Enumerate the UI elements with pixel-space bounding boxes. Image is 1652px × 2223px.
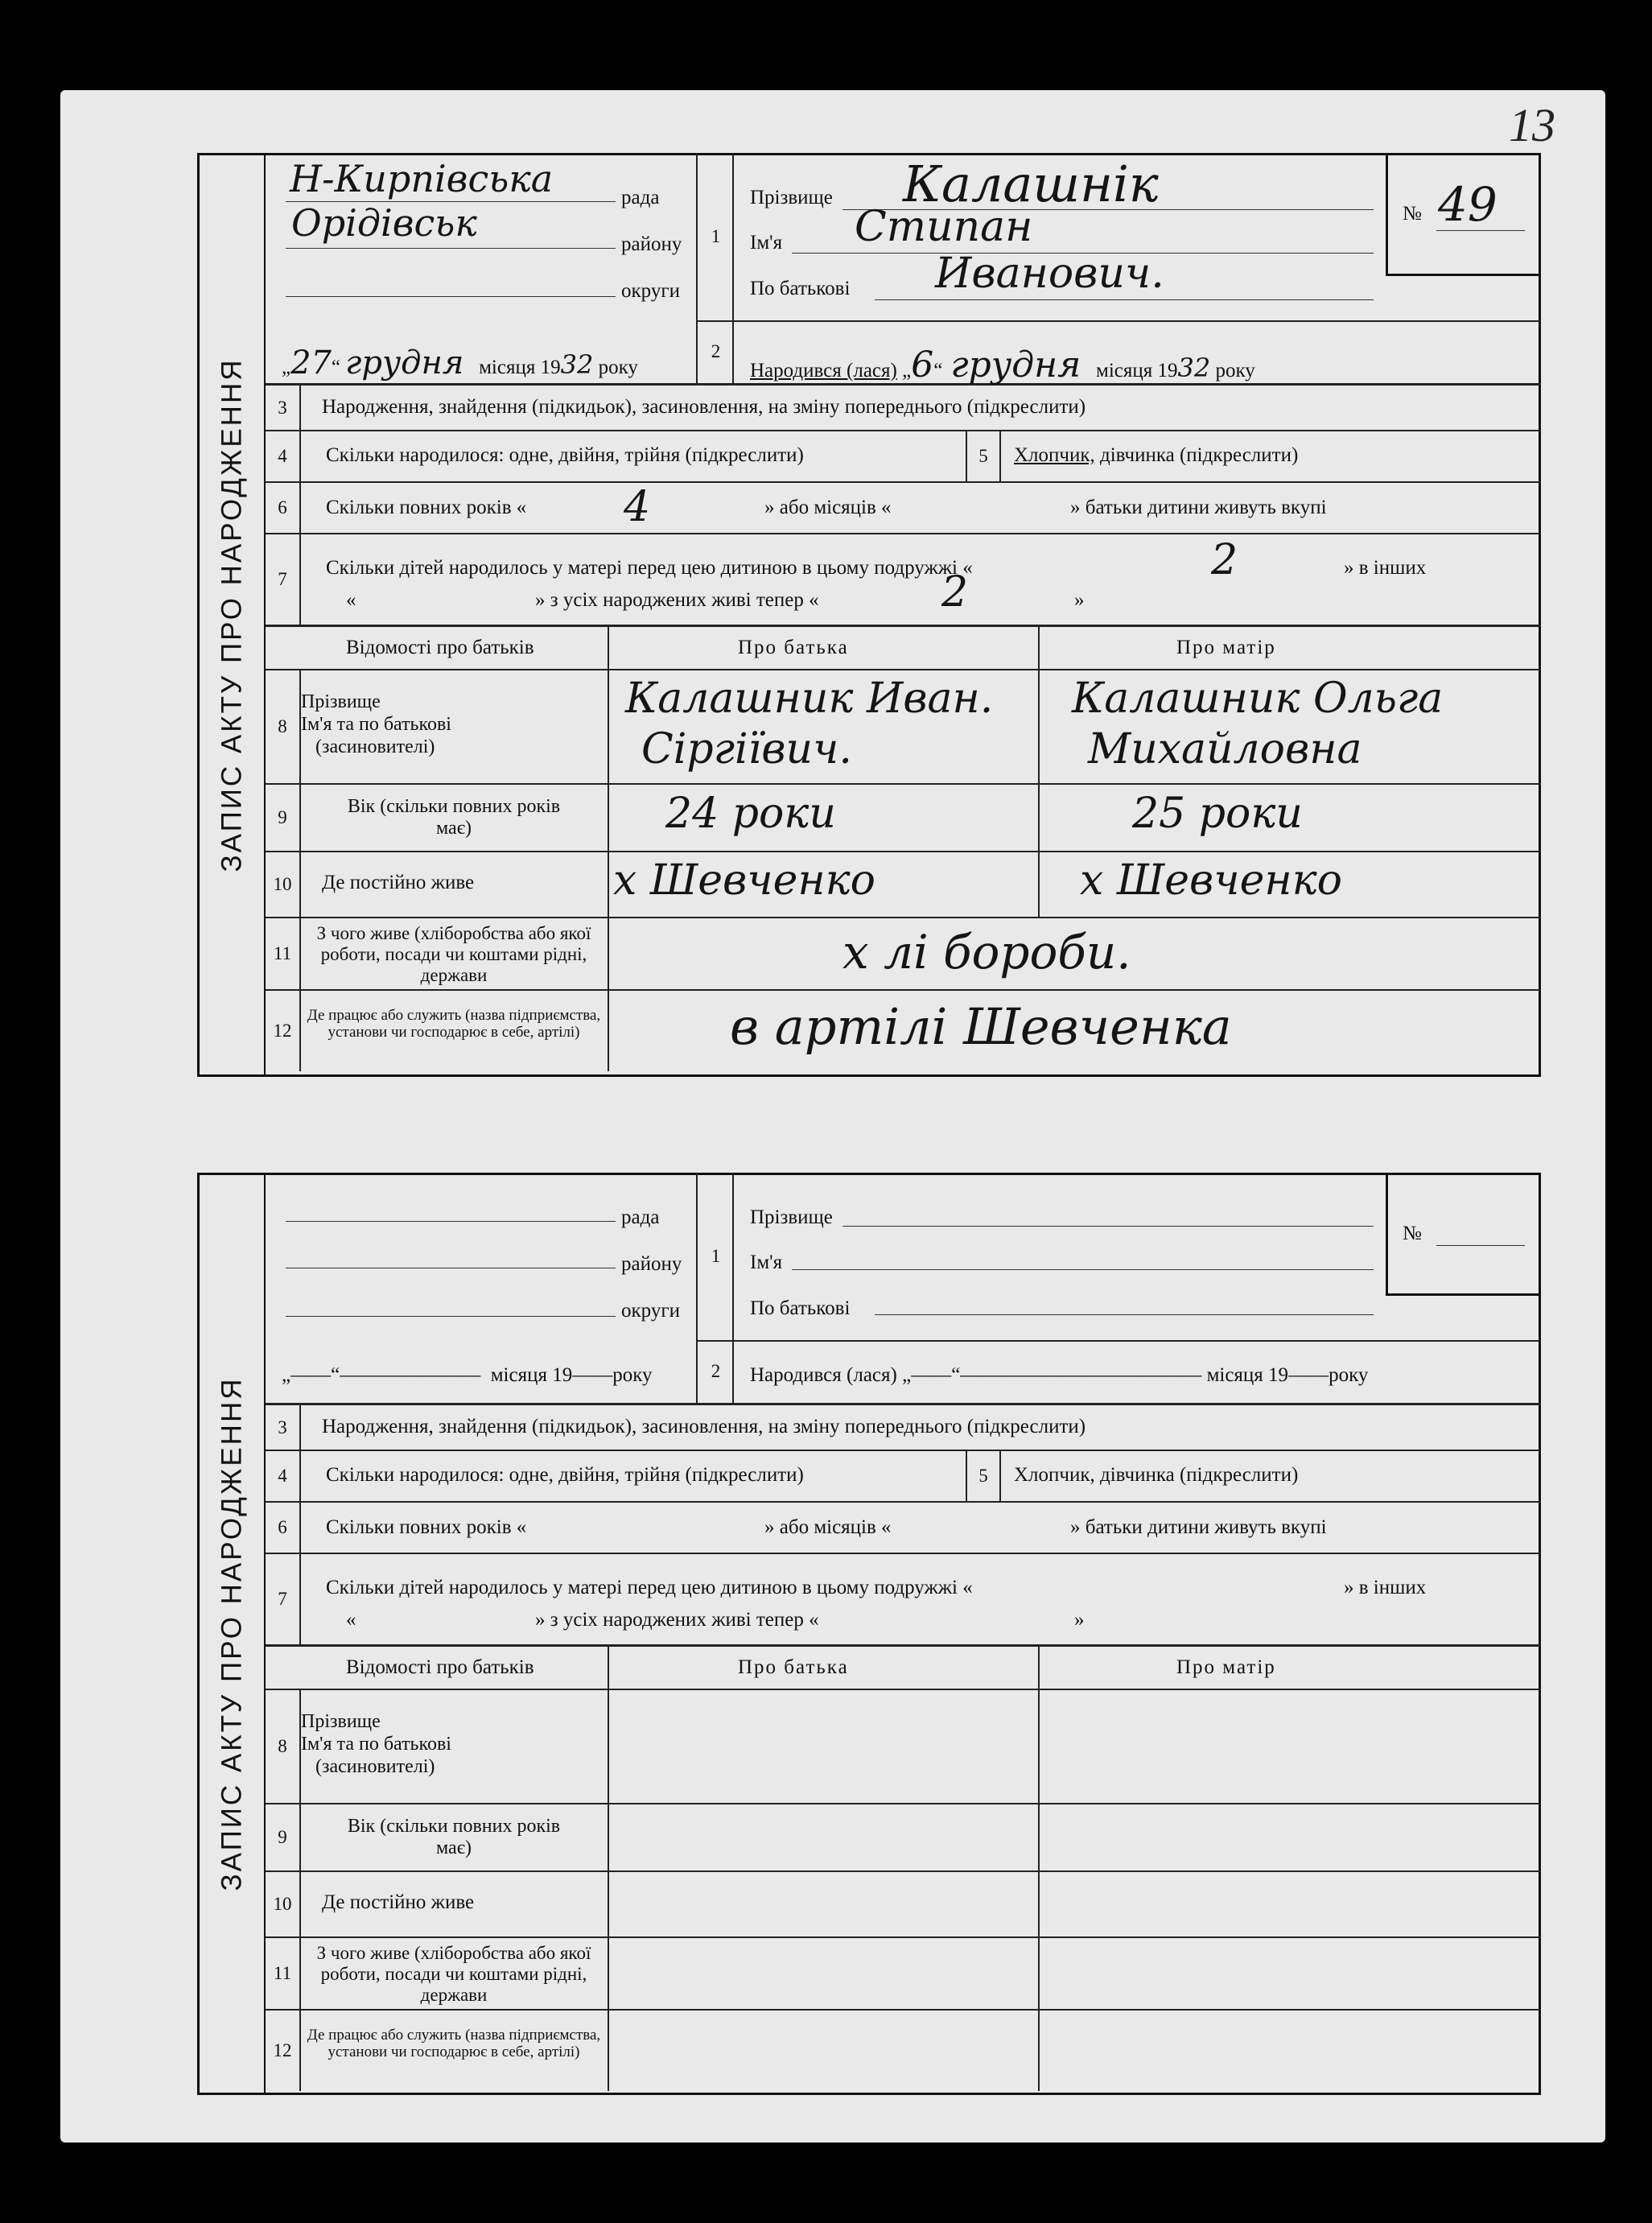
row-4-5-count-sex: 4 Скільки народилося: одне, двійня, трійня (підкреслити) 5 Хлопчик, дівчинка (підкреслити) xyxy=(266,431,1541,483)
row-3-birth-type: 3 Народження, знайдення (підкидьок), засиновлення, на зміну попереднього (підкреслити) xyxy=(266,386,1541,431)
surname-label: Прізвище xyxy=(750,187,833,208)
row-8-names: 8 Прізвище Ім'я та по батькові (засиновителі) xyxy=(266,1690,1541,1804)
registration-place-cell: рада району округи „——“——————— місяця 19——року xyxy=(282,1206,682,1386)
record-number-box: № xyxy=(1386,1173,1541,1296)
patronymic-value: Иванович. xyxy=(935,250,1164,298)
row-number-col: 1 2 xyxy=(696,1173,734,1403)
rada-value: Н-Кирпівська xyxy=(290,157,554,200)
row-10-residence: 10 Де постійно живе х Шевченко х Шевченко xyxy=(266,852,1541,918)
raion-label: району xyxy=(621,233,682,255)
rada-label: рада xyxy=(621,187,660,208)
row-12-workplace: 12 Де працює або служить (назва підприємства, установи чи господарює в себе, артілі) xyxy=(266,2011,1541,2091)
children-before-value: 2 xyxy=(1211,536,1238,584)
mother-name-line2: Михайловна xyxy=(1088,725,1362,773)
birth-record-form-blank xyxy=(197,1173,1541,2095)
okruhy-label: округи xyxy=(621,280,680,302)
occupation-value: х лі бороби. xyxy=(842,925,1131,980)
page-number: 13 xyxy=(1509,99,1555,151)
children-alive-value: 2 xyxy=(941,568,969,617)
workplace-value: в артілі Шевченка xyxy=(730,997,1232,1056)
father-age-value: 24 роки xyxy=(665,790,836,838)
row-11-occupation: 11 З чого живе (хліборобства або якої роботи, посади чи коштами рідні, держави xyxy=(266,1938,1541,2011)
row-6-years-together: 6 Скільки повних років « 4 » або місяців « » батьки дитини живуть вкупі xyxy=(266,483,1541,534)
row-7-children: 7 Скільки дітей народилось у матері перед цею дитиною в цьому подружжі « 2 » в інших « » з усіх народжених живі тепер « 2 » xyxy=(266,534,1541,627)
row-6-years-together: 6 Скільки повних років « » або місяців « » батьки дитини живуть вкупі xyxy=(266,1503,1541,1554)
raion-value: Орідівськ xyxy=(291,201,477,245)
header-block xyxy=(266,1173,1541,1405)
form-title-vertical: ЗАПИС АКТУ ПРО НАРОДЖЕННЯ xyxy=(200,1175,266,2093)
child-name-block xyxy=(732,153,1541,386)
mother-residence-value: х Шевченко xyxy=(1080,856,1342,905)
row-number-col: 1 2 xyxy=(696,153,734,383)
father-name-line1: Калашник Иван. xyxy=(625,674,994,723)
patronymic-label: По батькові xyxy=(750,278,851,299)
name-value: Стипан xyxy=(855,203,1033,251)
mother-name-line1: Калашник Ольга xyxy=(1072,674,1444,723)
father-residence-value: х Шевченко xyxy=(613,856,875,905)
row-9-age: 9 Вік (скільки повних років має) xyxy=(266,1804,1541,1872)
father-name-line2: Сіргіївич. xyxy=(641,725,852,773)
row-7-children: 7 Скільки дітей народилось у матері перед цею дитиною в цьому подружжі « » в інших « » з усіх народжених живі тепер « » xyxy=(266,1554,1541,1647)
name-label: Ім'я xyxy=(750,232,783,254)
child-name-block: № Прізвище Ім'я По батькові Народився (лася) „——“———————————— місяця 19——року xyxy=(732,1173,1541,1403)
form-title-vertical: ЗАПИС АКТУ ПРО НАРОДЖЕННЯ xyxy=(200,155,266,1074)
record-number-box: № 49 xyxy=(1386,153,1541,276)
row-3-birth-type: 3 Народження, знайдення (підкидьок), засиновлення, на зміну попереднього (підкреслити) xyxy=(266,1405,1541,1451)
row-12-workplace: 12 Де працює або служить (назва підприємства, установи чи господарює в себе, артілі) в артілі Шевченка xyxy=(266,991,1541,1071)
mother-age-value: 25 роки xyxy=(1132,790,1303,838)
row-11-occupation: 11 З чого живе (хліборобства або якої роботи, посади чи коштами рідні, держави х лі бороби. xyxy=(266,918,1541,991)
surname-value: Калашнік xyxy=(903,155,1159,213)
form-grid xyxy=(266,1173,1541,2095)
birth-record-form-filled xyxy=(197,153,1541,1077)
row-4-5-count-sex: 4 Скільки народилося: одне, двійня, трійня (підкреслити) 5 Хлопчик, дівчинка (підкреслити) xyxy=(266,1451,1541,1503)
years-together-value: 4 xyxy=(624,483,651,531)
registration-date: „27“ грудня місяця 1932 року xyxy=(282,344,638,381)
row-10-residence: 10 Де постійно живе xyxy=(266,1872,1541,1938)
record-number-value: 49 xyxy=(1438,177,1498,232)
row-8-names: 8 Прізвище Ім'я та по батькові (засиновителі) Калашник Иван. Сіргіївич. Калашник Ольга Михайловна xyxy=(266,670,1541,785)
form-grid xyxy=(266,153,1541,1077)
header-block xyxy=(266,153,1541,386)
row-9-age: 9 Вік (скільки повних років має) 24 роки 25 роки xyxy=(266,785,1541,852)
birth-date: Народився (лася) „6“ грудня місяця 1932 року xyxy=(750,344,1255,386)
parents-header-row: Відомості про батьків Про батька Про матір xyxy=(266,627,1541,670)
parents-header-row: Відомості про батьків Про батька Про матір xyxy=(266,1647,1541,1690)
registration-place-cell xyxy=(266,153,696,383)
